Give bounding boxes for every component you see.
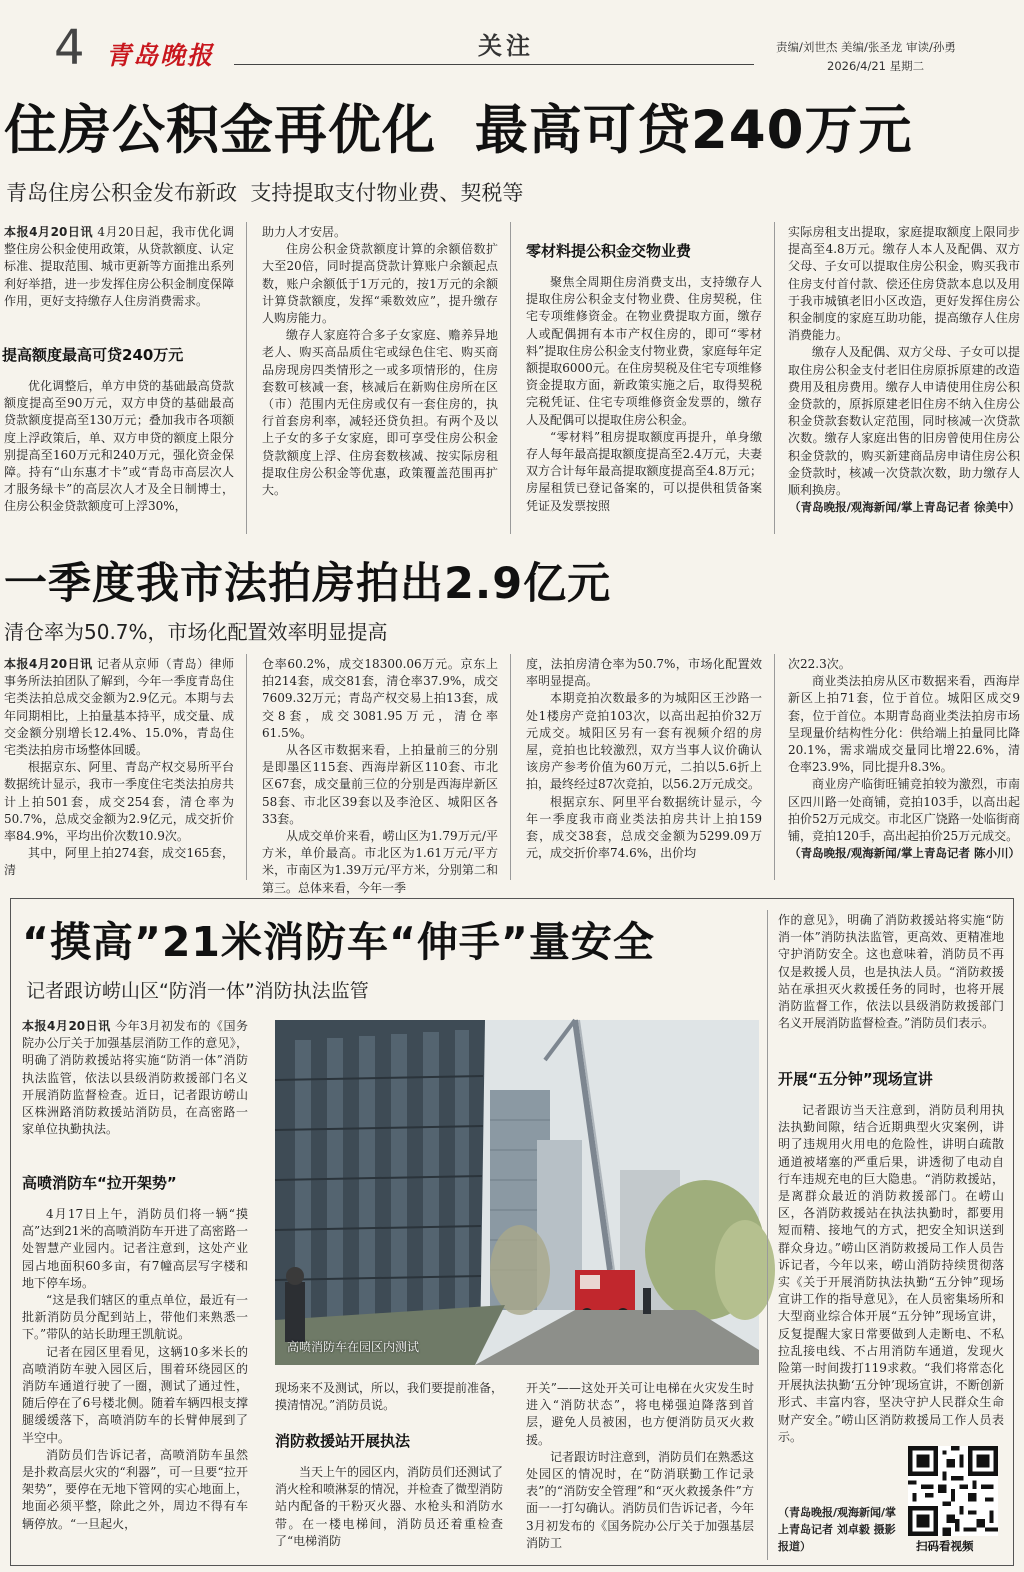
paragraph: 商业类法拍房从区市数据来看，西海岸新区上拍71套，位于首位。城阳区成交9套，位于首位。本期青岛商业类法拍房市场呈现量价结构性分化：供给端上拍量同比降20.1%，需求端成交量同比增22.6%，清仓率23.9%，同比提升8.3%。: [788, 674, 1020, 775]
article1-column-3: [526, 274, 762, 534]
issue-date: 2026/4/21 星期二: [827, 59, 925, 73]
paragraph: 消防员们告诉记者，高喷消防车虽然是扑救高层火灾的“利器”，可一旦要“拉开架势”，要停在无地下管网的实心地面上，地面必须平整，除此之外，周边不得有车辆停放。“一旦起火，: [22, 1447, 248, 1531]
article3-headline: “摸高”21米消防车“伸手”量安全: [22, 918, 655, 966]
column-divider: [510, 654, 511, 880]
paragraph: 从成交单价来看，崂山区为1.79万元/平方米，单价最高。市北区为1.61万元/平方米，市南区为1.39万元/平方米，分别第二和第三。总体来看，今年一季: [262, 829, 498, 895]
paragraph: 度，法拍房清仓率为50.7%，市场化配置效率明显提高。: [526, 657, 762, 689]
article1-subhead: 青岛住房公积金发布新政 支持提取支付物业费、契税等: [6, 181, 524, 205]
column-divider: [774, 222, 775, 534]
article3-subhead: 记者跟访崂山区“防消一体”消防执法监管: [26, 980, 369, 1002]
article3-column-1: [22, 1018, 248, 1156]
article3-column-2b: [275, 1464, 503, 1560]
paragraph: 优化调整后，单方申贷的基础最高贷款额度提高至90万元，双方申贷的基础最高贷款额度提高至130万元；叠加我市各项额度上浮政策后，单、双方申贷的额度上限分别提高至160万元和240万元，强化资金保障。持有“山东惠才卡”或“青岛市高层次人才服务绿卡”的高层次人才及全日制博士，住房公积金贷款额度可上浮30%，: [4, 379, 234, 514]
dateline: 本报4月20日讯: [4, 657, 93, 671]
article2-headline: 一季度我市法拍房拍出2.9亿元: [4, 559, 612, 609]
article1-column-1b: [4, 378, 234, 534]
paragraph: 根据京东、阿里、青岛产权交易所平台数据统计显示，我市一季度住宅类法拍房共计上拍501套，成交254套，清仓率为50.7%，总成交金额为2.9亿元，成交折价率84.9%，平均出价次数10.9次。: [4, 760, 234, 844]
article3-subtitle-1: 高喷消防车“拉开架势”: [22, 1174, 177, 1192]
article3-subtitle-2: 消防救援站开展执法: [275, 1432, 411, 1450]
byline: （青岛晚报/观海新闻/掌上青岛记者 陈小川）: [789, 846, 1020, 861]
paragraph: 住房公积金贷款额度计算的余额倍数扩大至20倍，同时提高贷款计算账户余额起点数，账户余额低于1万元的，按1万元的余额计算贷款额度，发挥“乘数效应”，提升缴存人购房能力。: [262, 242, 498, 326]
article3-column-4b: [778, 1102, 1004, 1502]
paragraph: 当天上午的园区内，消防员们还测试了消火栓和喷淋泵的情况，并检查了微型消防站内配备的干粉灭火器、水枪头和消防水带。在一楼电梯间，消防员还着重检查了“电梯消防: [275, 1465, 504, 1548]
article2-column-4: [788, 656, 1020, 882]
article2-subhead: 清仓率为50.7%，市场化配置效率明显提高: [4, 620, 388, 644]
paragraph: 记者跟访当天注意到，消防员利用执法执勤间隙，结合近期典型火灾案例，讲明了违规用火用电的危险性，讲明白疏散通道被堵塞的严重后果，讲透彻了电动自行车违规充电的巨大隐患。“消防救援站，是离群众最近的消防救援部门。在崂山区，各消防救援站在执法执勤时，都要用短而精、接地气的方式，把安全知识送到群众身边。”崂山区消防救援局工作人员告诉记者，今年以来，崂山消防持续贯彻落实《关于开展消防执法执勤“五分钟”现场宣讲工作的指导意见》，在人员密集场所和大型商业综合体开展“五分钟”现场宣讲，反复提醒大家日常要做到人走断电、不私拉乱接电线、不占用消防车通道，发现火险第一时间拨打119求救。“我们将常态化开展执法执勤‘五分钟’现场宣讲，不断创新形式、丰富内容，坚决守护人民群众生命财产安全。”崂山区消防救援局工作人员表示。: [778, 1103, 1004, 1444]
section-name: 关注: [478, 32, 534, 60]
paragraph: 记者在园区里看见，这辆10多米长的高喷消防车驶入园区后，围着环绕园区的消防车通道行驶了一圈，测试了通过性，随后停在了6号楼北侧。随着车辆四根支撑腿缓缓落下，高喷消防车的长臂伸展到了半空中。: [22, 1344, 248, 1445]
qr-code-image: [908, 1446, 998, 1536]
paragraph: 开关”——这处开关可让电梯在火灾发生时进入“消防状态”，将电梯强迫降落到首层，避免人员被困，也方便消防员灭火救援。: [526, 1381, 754, 1447]
article2-column-3: [526, 656, 762, 880]
article2-column-2: [262, 656, 498, 895]
paragraph: 现场来不及测试，所以，我们要提前准备，摸清情况。”消防员说。: [275, 1381, 504, 1413]
paragraph: 实际房租支出提取，家庭提取额度上限同步提高至4.8万元。缴存人本人及配偶、双方父母、子女可以提取住房公积金，购买我市住房支付首付款、偿还住房贷款本息以及用于我市城镇老旧小区改造，更好发挥住房公积金制度的家庭互助功能，提高缴存人住房消费能力。: [788, 225, 1020, 343]
article3-subtitle-3: 开展“五分钟”现场宣讲: [778, 1070, 933, 1088]
paragraph: 次22.3次。: [788, 657, 851, 671]
byline: （青岛晚报/观海新闻/掌上青岛记者 徐美中）: [789, 500, 1020, 515]
paragraph: 4月17日上午，消防员们将一辆“摸高”达到21米的高喷消防车开进了高密路一处智慧产业园内。记者注意到，这处产业园占地面积60多亩，有7幢高层写字楼和地下停车场。: [22, 1207, 248, 1290]
article1-subtitle-1: 提高额度最高可贷240万元: [2, 346, 184, 364]
page-number: 4: [54, 20, 85, 76]
lead-paragraph: [4, 224, 234, 310]
paragraph: 本期竞拍次数最多的为城阳区王沙路一处1楼房产竞拍103次，以高出起拍价32万元成交。城阳区另有一套有视频介绍的房屋，竞拍也比较激烈，双方当事人议价确认该房产参考价值为60万元，二拍以5.6折上拍，最终经过87次竞拍，以56.2万元成交。: [526, 691, 762, 792]
paragraph: “这是我们辖区的重点单位，最近有一批新消防员分配到站上，带他们来熟悉一下。”带队的站长助理王凯航说。: [22, 1293, 248, 1342]
photo-illustration: [275, 1020, 759, 1365]
paragraph: 根据京东、阿里平台数据统计显示，今年一季度我市商业类法拍房共计上拍159套，成交38套，总成交金额为5299.09万元，成交折价率74.6%，出价均: [526, 794, 762, 861]
byline: （青岛晚报/观海新闻/掌上青岛记者 刘卓毅 摄影报道）: [778, 1506, 897, 1553]
masthead-rule: [234, 64, 754, 65]
fire-truck-photo: [275, 1020, 759, 1365]
article3-column-1b: [22, 1206, 248, 1562]
photo-caption: 高喷消防车在园区内测试: [287, 1340, 420, 1354]
qr-code[interactable]: [908, 1446, 998, 1536]
lead-text: 4月20日起，我市优化调整住房公积金使用政策，从贷款额度、认定标准、提取范围、城市更新等方面推出系列利好举措，进一步发挥住房公积金制度保障作用，更好支持缴存人住房消费需求。: [4, 225, 234, 308]
column-divider: [510, 222, 511, 534]
lead-text: 今年3月初发布的《国务院办公厅关于加强基层消防工作的意见》，明确了消防救援站将实施“防消一体”消防执法监管，依法以县级消防救援部门名义开展消防监督检查。近日，记者跟访崂山区株洲路消防救援站消防员，在高密路一家单位执勤执法。: [22, 1019, 248, 1137]
column-divider: [246, 654, 247, 880]
column-divider: [767, 910, 768, 1560]
article1-subtitle-2: 零材料提公积金交物业费: [526, 242, 692, 260]
paragraph: 其中，阿里上拍274套，成交165套，清: [4, 846, 234, 878]
qr-label: 扫码看视频: [916, 1539, 974, 1553]
article3-column-4: [778, 912, 1004, 1054]
editors-line: 责编/刘世杰 美编/张圣龙 审读/孙勇: [776, 40, 956, 54]
dateline: 本报4月20日讯: [22, 1019, 111, 1033]
article3-column-3: [526, 1380, 754, 1560]
article2-column-1: [4, 656, 234, 880]
lead-text: 记者从京师（青岛）律师事务所法拍团队了解到，今年一季度青岛住宅类法拍总成交金额为2.9亿元。本期与去年同期相比，上拍量基本持平，成交量、成交金额分别增长12.4%、15.0%，青岛住宅类法拍房市场整体回暖。: [4, 657, 234, 758]
article3-byline-block: [778, 1504, 898, 1558]
lead-paragraph: [22, 1018, 248, 1138]
dateline: 本报4月20日讯: [4, 225, 94, 239]
paragraph: 商业房产临街旺铺竞拍较为激烈，市南区四川路一处商铺，竞拍103手，以高出起拍价52万元成交。市北区广饶路一处临街商铺，竞拍120手，高出起拍价25万元成交。: [788, 777, 1020, 844]
paragraph: “零材料”租房提取额度再提升，单身缴存人每年最高提取额度提高至2.4万元，夫妻双方合计每年最高提取额度提高至4.8万元；房屋租赁已登记备案的，可以提供租赁备案凭证及发票按照: [526, 429, 762, 513]
article1-column-2: [262, 224, 498, 534]
paragraph: 仓率60.2%，成交18300.06万元。京东上拍214套，成交81套，清仓率37.9%，成交7609.32万元；青岛产权交易上拍13套，成交8套，成交3081.95万元，清仓率61.5%。: [262, 657, 498, 740]
paragraph: 聚焦全周期住房消费支出，支持缴存人提取住房公积金支付物业费、住房契税，住宅专项维修资金。在物业费提取方面，缴存人或配偶拥有本市产权住房的，即可“零材料”提取住房公积金支付物业费，家庭每年定额提取6000元。在住房契税及住宅专项维修资金提取方面，新政策实施之后，取得契税完税凭证、住宅专项维修资金发票的，缴存人及配偶可以提取住房公积金。: [526, 275, 762, 427]
paragraph: 助力人才安居。: [262, 225, 347, 239]
article1-column-4: [788, 224, 1020, 536]
column-divider: [774, 654, 775, 880]
paper-logo: 青岛晚报: [106, 41, 215, 70]
paragraph: 记者跟访时注意到，消防员们在熟悉这处园区的情况时，在“防消联勤工作记录表”的“消防安全管理”和“灭火救援条件”方面一一打勾确认。消防员们告诉记者，今年3月初发布的《国务院办公厅关于加强基层消防工: [526, 1449, 755, 1550]
paragraph: 作的意见》，明确了消防救援站将实施“防消一体”消防执法监管，更高效、更精准地守护消防安全。这也意味着，消防员不再仅是救援人员，也是执法人员。“消防救援站在承担灭火救援任务的同时，也将开展消防监督工作，依法以县级消防救援部门名义开展消防监督检查。”消防员们表示。: [778, 913, 1004, 1031]
paragraph: 从各区市数据来看，上拍量前三的分别是即墨区115套、西海岸新区110套、市北区67套，成交量前三位的分别是西海岸新区58套、市北区39套以及李沧区、城阳区各33套。: [262, 743, 498, 826]
article3-column-2: [275, 1380, 503, 1414]
paragraph: 缴存人家庭符合多子女家庭、赡养异地老人、购买高品质住宅或绿色住宅、购买商品房现房四类情形之一或多项情形的，住房套数可核减一套，核减后在新购住房所在区（市）范围内无住房或仅有一套住房的，执行首套房利率，减轻还贷负担。有两个及以上子女的多子女家庭，即可享受住房公积金贷款额度上浮、住房套数核减、按实际房租提取住房公积金等优惠，政策覆盖范围再扩大。: [262, 328, 498, 498]
lead-paragraph: [4, 656, 234, 759]
column-divider: [246, 222, 247, 534]
paragraph: 缴存人及配偶、双方父母、子女可以提取住房公积金支付老旧住房原拆原建的改造费用及租房费用。缴存人申请使用住房公积金贷款的，原拆原建老旧住房不纳入住房公积金贷款套数认定范围，同时核减一次贷款次数。缴存人家庭出售的旧房曾使用住房公积金贷款的，购买新建商品房申请住房公积金贷款时，核减一次贷款次数，助力缴存人顺利换房。: [788, 345, 1020, 498]
article1-headline: 住房公积金再优化 最高可贷240万元: [4, 100, 913, 161]
